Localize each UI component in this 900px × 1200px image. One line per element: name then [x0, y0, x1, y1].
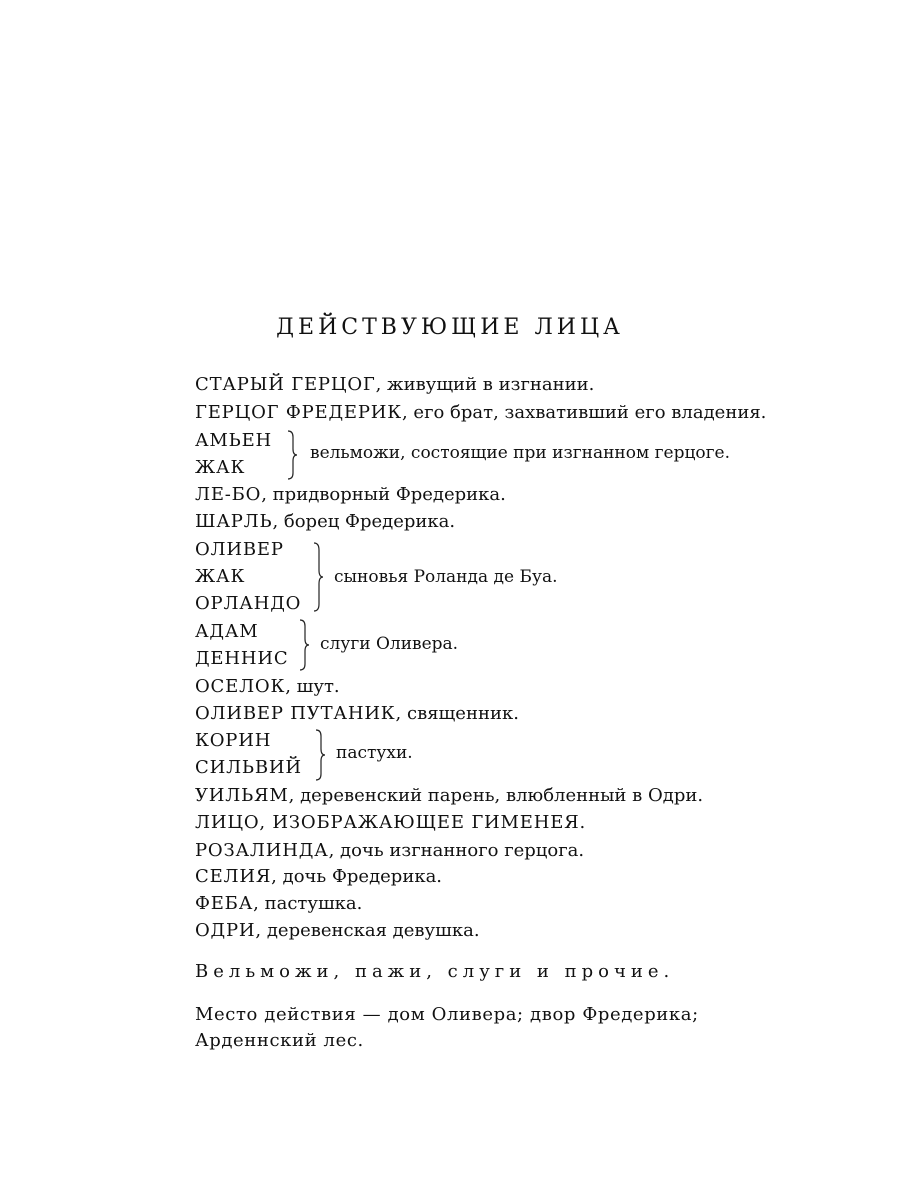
character-name: ЛЕ-БО [195, 484, 262, 505]
character-name: СТАРЫЙ ГЕРЦОГ [195, 374, 376, 395]
character-description: , дочь изгнанного герцога. [328, 840, 585, 861]
character-name: СИЛЬВИЙ [195, 757, 302, 778]
page-title: ДЕЙСТВУЮЩИЕ ЛИЦА [276, 315, 624, 340]
character-name: КОРИН [195, 730, 272, 751]
character-name: ОДРИ [195, 920, 256, 941]
character-name: РОЗАЛИНДА [195, 840, 329, 861]
character-description: , придворный Фредерика. [261, 484, 506, 505]
character-entry [195, 511, 455, 533]
group-description: сыновья Роланда де Буа. [334, 567, 558, 587]
character-name: ОЛИВЕР [195, 539, 284, 560]
character-description: , живущий в изгнании. [375, 374, 595, 395]
character-entry [195, 812, 585, 834]
character-name: ОРЛАНДО [195, 593, 302, 614]
character-description: , его брат, захвативший его владения. [401, 402, 767, 423]
character-entry [195, 785, 703, 807]
character-description: , дочь Фредерика. [271, 866, 443, 887]
character-entry [195, 703, 519, 725]
character-entry [195, 484, 506, 506]
character-entry [195, 402, 766, 424]
character-description: , борец Фредерика. [272, 511, 456, 532]
character-entry [195, 866, 442, 888]
character-description: , пастушка. [253, 893, 363, 914]
character-name: ЖАК [195, 457, 246, 478]
character-name: ФЕБА [195, 893, 254, 914]
character-entry [195, 840, 584, 862]
character-entry [195, 676, 340, 698]
character-entry [195, 374, 594, 396]
curly-brace-icon [298, 619, 308, 671]
character-name: ОСЕЛОК [195, 676, 286, 697]
character-name: АДАМ [195, 621, 259, 642]
character-name: ЖАК [195, 566, 246, 587]
setting-paragraph [195, 1002, 755, 1054]
character-entry [195, 893, 362, 915]
character-name: УИЛЬЯМ [195, 785, 289, 806]
character-entry [195, 920, 480, 942]
setting-line: Место действия — дом Оливера; двор Фредерика; [195, 1004, 699, 1025]
character-name: ЛИЦО, ИЗОБРАЖАЮЩЕЕ ГИМЕНЕЯ [195, 812, 580, 833]
character-name: СЕЛИЯ [195, 866, 272, 887]
character-name: ГЕРЦОГ ФРЕДЕРИК [195, 402, 402, 423]
character-name: ОЛИВЕР ПУТАНИК [195, 703, 396, 724]
group-description: пастухи. [336, 743, 413, 763]
curly-brace-icon [312, 542, 322, 612]
character-description: , деревенская девушка. [255, 920, 480, 941]
group-description: вельможи, состоящие при изгнанном герцоге. [310, 443, 730, 463]
character-description: . [579, 812, 586, 833]
character-description: , священник. [395, 703, 519, 724]
character-description: , шут. [285, 676, 340, 697]
character-description: , деревенский парень, влюбленный в Одри. [288, 785, 704, 806]
extras-line: Вельможи, пажи, слуги и прочие. [195, 961, 675, 982]
character-name: АМЬЕН [195, 430, 273, 451]
setting-line: Арденнский лес. [195, 1030, 364, 1051]
group-description: слуги Оливера. [320, 634, 459, 654]
curly-brace-icon [286, 430, 296, 480]
character-name: ДЕННИС [195, 648, 289, 669]
curly-brace-icon [314, 729, 324, 781]
character-name: ШАРЛЬ [195, 511, 273, 532]
